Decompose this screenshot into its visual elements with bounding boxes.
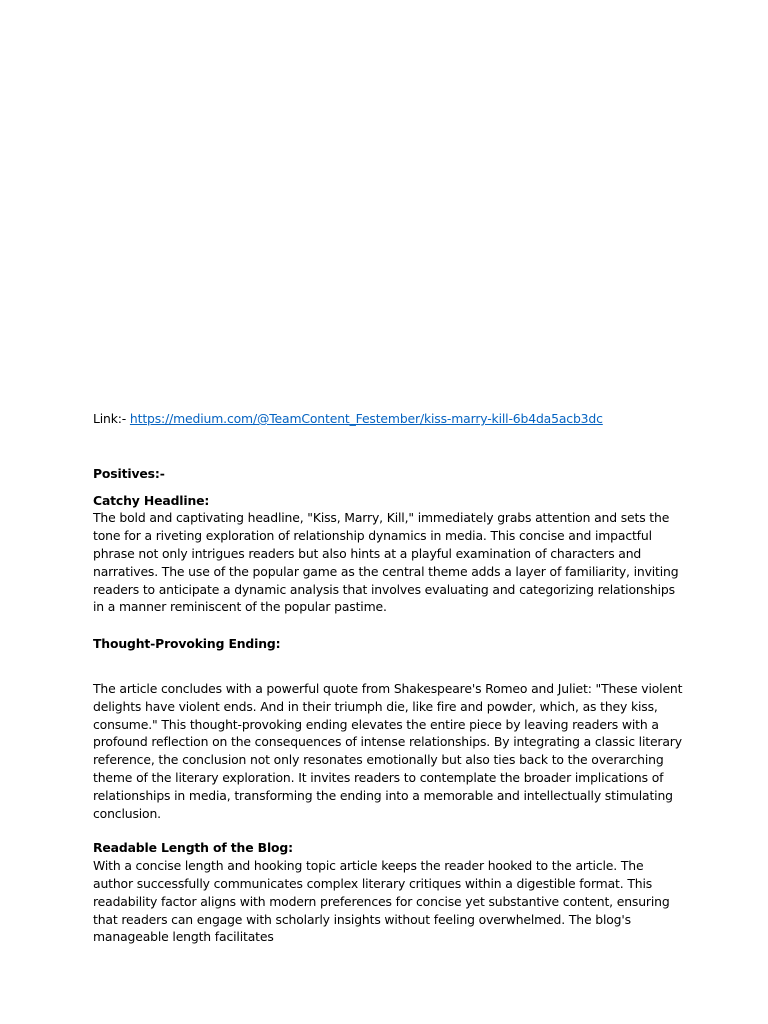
thought-provoking-ending-heading: Thought-Provoking Ending:	[93, 636, 281, 652]
readable-length-body: With a concise length and hooking topic article keeps the reader hooked to the article. The author successfully communicates complex literary critiques within a digestible format. This readability factor aligns with modern preferences for concise yet substantive content, ensuring that readers can engage with scholarly insights without feeling overwhelmed. The blog's manageable length facilitates	[93, 858, 670, 945]
link-prefix: Link:-	[93, 411, 130, 426]
thought-provoking-ending-body: The article concludes with a powerful quote from Shakespeare's Romeo and Juliet: "These violent delights have violent ends. And in their triumph die, like fire and powder, which, as they kiss, consume." This thought-provoking ending elevates the entire piece by leaving readers with a profound reflection on the consequences of intense relationships. By integrating a classic literary reference, the conclusion not only resonates emotionally but also ties back to the overarching theme of the literary exploration. It invites readers to contemplate the broader implications of relationships in media, transforming the ending into a memorable and intellectually stimulating conclusion.	[93, 680, 683, 821]
document-body	[93, 410, 683, 946]
link-line	[93, 410, 683, 428]
catchy-headline-body: The bold and captivating headline, "Kiss, Marry, Kill," immediately grabs attention and sets the tone for a riveting exploration of relationship dynamics in media. This concise and impactful phrase not only intrigues readers but also hints at a playful examination of characters and narratives. The use of the popular game as the central theme adds a layer of familiarity, inviting readers to anticipate a dynamic analysis that involves evaluating and categorizing relationships in a manner reminiscent of the popular pastime.	[93, 510, 679, 615]
readable-length-heading: Readable Length of the Blog:	[93, 840, 293, 856]
catchy-headline-heading: Catchy Headline:	[93, 492, 210, 508]
positives-heading: Positives:-	[93, 465, 165, 481]
medium-article-link[interactable]: https://medium.com/@TeamContent_Festember/kiss-marry-kill-6b4da5acb3dc	[129, 411, 603, 426]
